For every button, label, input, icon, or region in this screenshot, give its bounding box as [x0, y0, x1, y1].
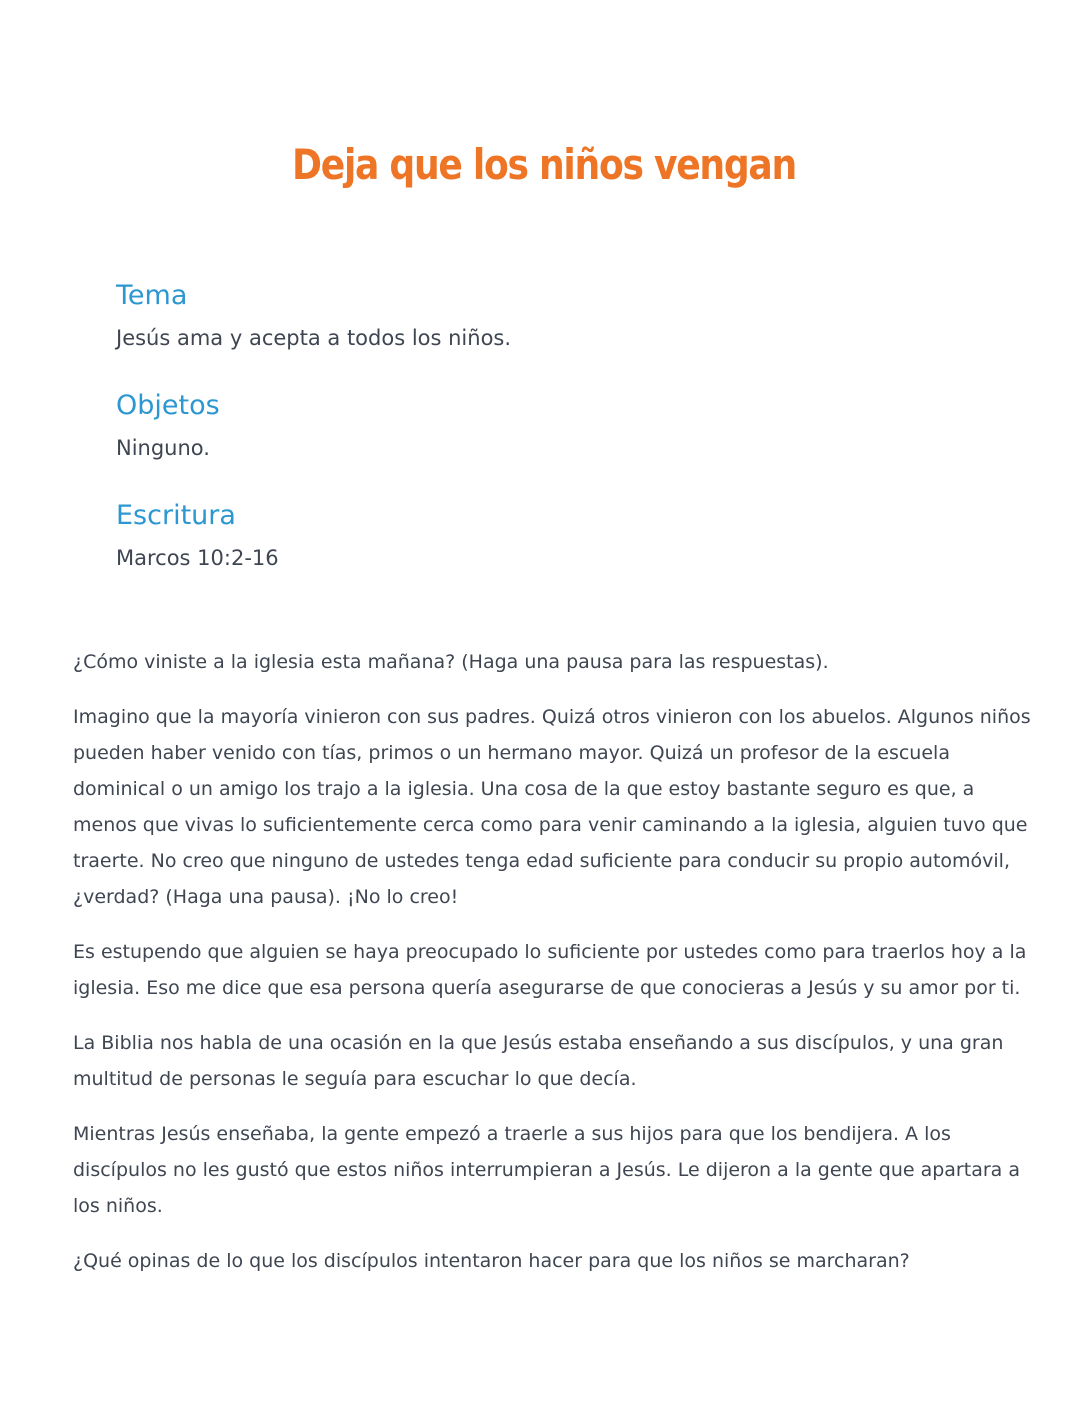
section-escritura	[116, 496, 976, 580]
section-heading-objetos: Objetos	[116, 390, 220, 421]
paragraph: Es estupendo que alguien se haya preocupado lo suficiente por ustedes como para traerlos hoy a la iglesia. Eso me dice que esa persona quería asegurarse de que conocieras a Jesús y su amor por ti.	[73, 941, 1027, 999]
page-title: Deja que los niños vengan	[292, 140, 796, 189]
section-tema	[116, 276, 976, 360]
section-text-objetos: Ninguno.	[116, 436, 210, 460]
paragraph: ¿Cómo viniste a la iglesia esta mañana? (Haga una pausa para las respuestas).	[73, 651, 829, 673]
paragraph: Mientras Jesús enseñaba, la gente empezó a traerle a sus hijos para que los bendijera. A los discípulos no les gustó que estos niños interrumpieran a Jesús. Le dijeron a la gente que apartara a los niños.	[73, 1123, 1020, 1217]
section-objetos	[116, 386, 976, 470]
paragraph: La Biblia nos habla de una ocasión en la que Jesús estaba enseñando a sus discípulos, y una gran multitud de personas le seguía para escuchar lo que decía.	[73, 1032, 1004, 1090]
section-text-tema: Jesús ama y acepta a todos los niños.	[116, 326, 512, 350]
lesson-body	[73, 644, 1033, 1298]
section-heading-escritura: Escritura	[116, 500, 236, 531]
section-text-escritura: Marcos 10:2-16	[116, 546, 279, 570]
paragraph: Imagino que la mayoría vinieron con sus padres. Quizá otros vinieron con los abuelos. Algunos niños pueden haber venido con tías, primos o un hermano mayor. Quizá un profesor de la escuela dominical o un amigo los trajo a la iglesia. Una cosa de la que estoy bastante seguro es que, a menos que vivas lo suficientemente cerca como para venir caminando a la iglesia, alguien tuvo que traerte. No creo que ninguno de ustedes tenga edad suficiente para conducir su propio automóvil, ¿verdad? (Haga una pausa). ¡No lo creo!	[73, 706, 1031, 908]
lesson-info	[116, 276, 976, 606]
paragraph: ¿Qué opinas de lo que los discípulos intentaron hacer para que los niños se marcharan?	[73, 1250, 910, 1272]
section-heading-tema: Tema	[116, 280, 188, 311]
